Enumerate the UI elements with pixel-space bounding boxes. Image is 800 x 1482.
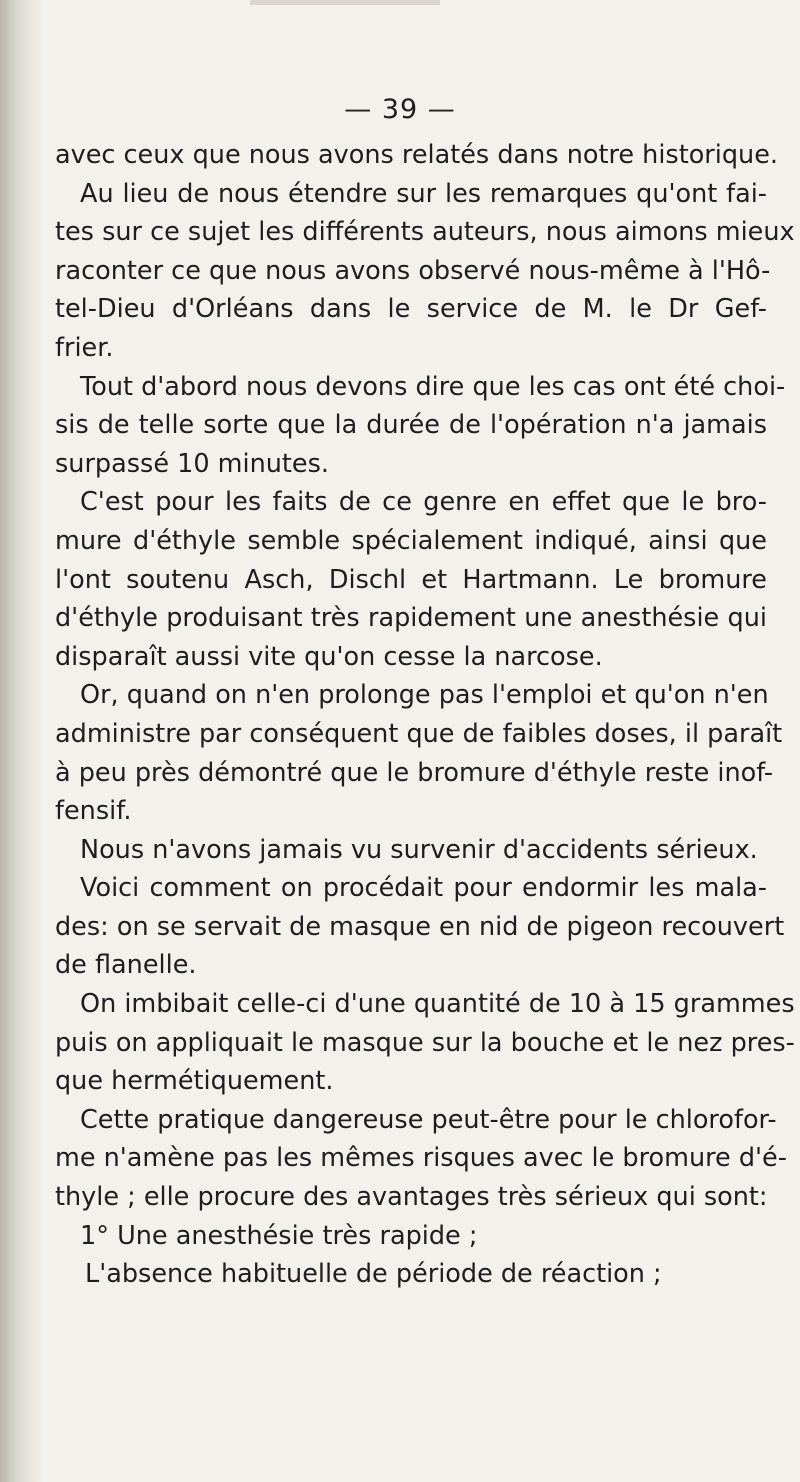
text-line: Or, quand on n'en prolonge pas l'emploi et qu'on n'en bbox=[80, 680, 769, 711]
text-line: 1° Une anesthésie très rapide ; bbox=[80, 1220, 478, 1251]
text-line: Nous n'avons jamais vu survenir d'accidents sérieux. bbox=[80, 834, 758, 865]
text-line: de flanelle. bbox=[55, 950, 197, 981]
text-line: à peu près démontré que le bromure d'éthyle reste inof- bbox=[55, 757, 774, 788]
top-edge-mark bbox=[250, 0, 440, 5]
text-line: thyle ; elle procure des avantages très sérieux qui sont: bbox=[55, 1182, 768, 1213]
text-line: Voici comment on procédait pour endormir les mala- bbox=[80, 873, 767, 904]
body-text bbox=[55, 136, 795, 1294]
text-line: l'ont soutenu Asch, Dischl et Hartmann. Le bromure bbox=[55, 564, 767, 595]
text-line: mure d'éthyle semble spécialement indiqué, ainsi que bbox=[55, 525, 767, 556]
text-line: C'est pour les faits de ce genre en effet que le bro- bbox=[80, 487, 767, 518]
text-line: L'absence habituelle de période de réaction ; bbox=[85, 1259, 662, 1290]
text-line: des: on se servait de masque en nid de pigeon recouvert bbox=[55, 911, 785, 942]
text-line: tes sur ce sujet les différents auteurs, nous aimons mieux bbox=[55, 217, 795, 248]
text-line: frier. bbox=[55, 332, 114, 363]
page-number: — 39 — bbox=[344, 94, 456, 125]
text-line: fensif. bbox=[55, 796, 132, 827]
text-line: avec ceux que nous avons relatés dans notre historique. bbox=[55, 140, 779, 170]
text-line: que hermétiquement. bbox=[55, 1066, 334, 1097]
text-line: surpassé 10 minutes. bbox=[55, 448, 329, 479]
text-line: sis de telle sorte que la durée de l'opération n'a jamais bbox=[55, 410, 767, 441]
text-line: tel-Dieu d'Orléans dans le service de M. le Dr Gef- bbox=[55, 294, 767, 325]
text-line: raconter ce que nous avons observé nous-même à l'Hô- bbox=[55, 255, 771, 286]
text-line: puis on appliquait le masque sur la bouche et le nez pres- bbox=[55, 1027, 795, 1058]
text-line: me n'amène pas les mêmes risques avec le bromure d'é- bbox=[55, 1143, 787, 1174]
text-line: Tout d'abord nous devons dire que les cas ont été choi- bbox=[80, 371, 786, 402]
text-line: disparaît aussi vite qu'on cesse la narcose. bbox=[55, 641, 603, 672]
text-line: d'éthyle produisant très rapidement une anesthésie qui bbox=[55, 603, 767, 634]
text-line: On imbibait celle-ci d'une quantité de 10 à 15 grammes bbox=[80, 989, 795, 1020]
text-line: administre par conséquent que de faibles doses, il paraît bbox=[55, 718, 783, 749]
page-edge-shadow bbox=[0, 0, 44, 1482]
text-line: Cette pratique dangereuse peut-être pour le chlorofor- bbox=[80, 1104, 777, 1135]
text-line: Au lieu de nous étendre sur les remarques qu'ont fai- bbox=[80, 178, 767, 209]
